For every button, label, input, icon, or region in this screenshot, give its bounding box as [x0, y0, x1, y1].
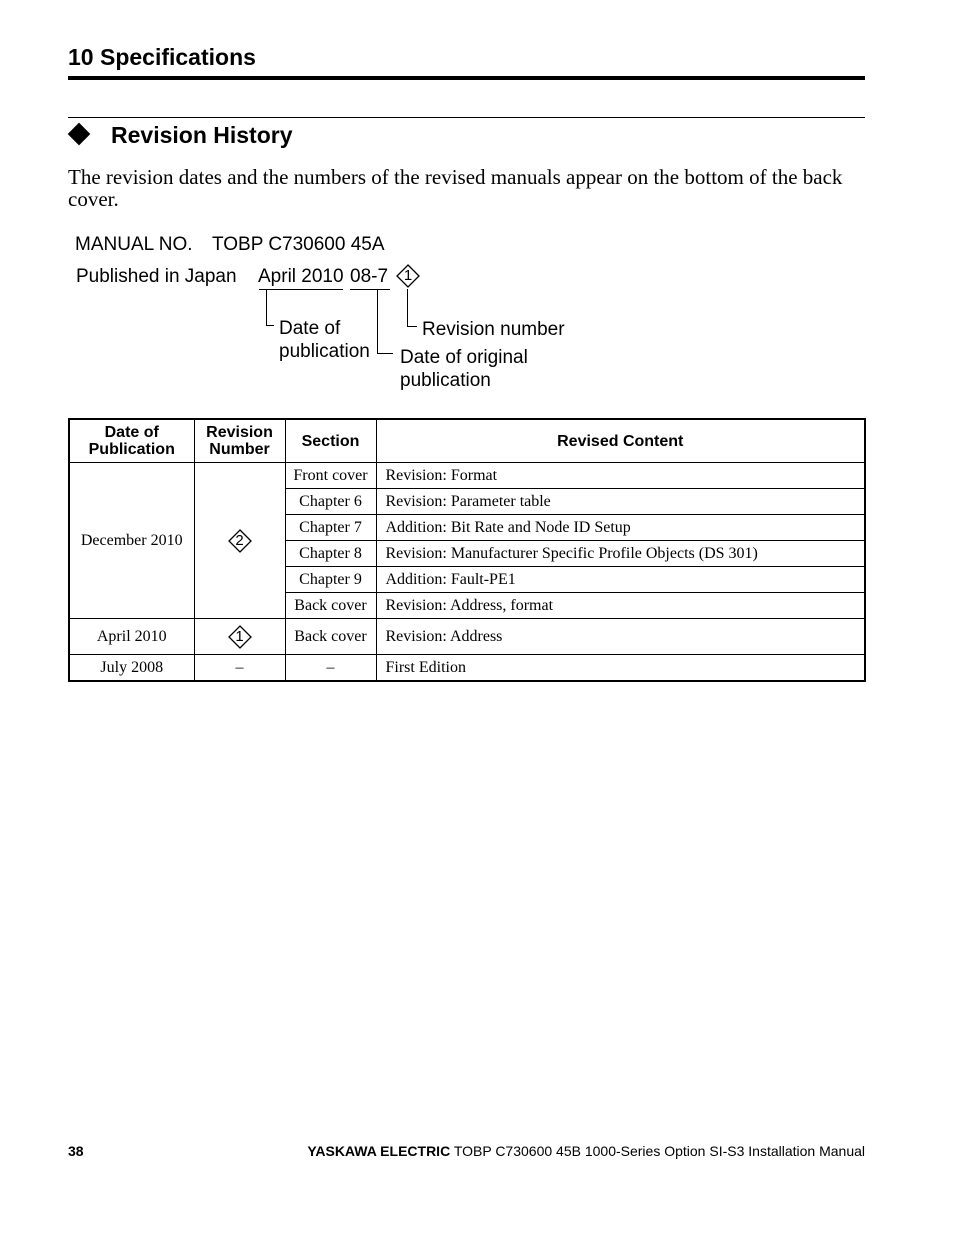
- footer-manual-title: [307, 1143, 865, 1159]
- manual-no-value: TOBP C730600 45A: [212, 234, 385, 255]
- label-original-1: Date of original: [400, 347, 528, 368]
- section-cell: Chapter 9: [285, 567, 376, 593]
- date-cell: April 2010: [69, 619, 194, 655]
- date-cell: December 2010: [69, 463, 194, 619]
- revision-cell: –: [194, 655, 285, 682]
- content-cell: First Edition: [376, 655, 865, 682]
- chapter-title: 10 Specifications: [68, 44, 256, 70]
- revision-cell: [194, 619, 285, 655]
- section-cell: Chapter 7: [285, 515, 376, 541]
- page-number: 38: [68, 1143, 84, 1159]
- content-cell: Addition: Bit Rate and Node ID Setup: [376, 515, 865, 541]
- table-header-row: [69, 419, 865, 463]
- table-row: [69, 463, 865, 489]
- section-title: Revision History: [111, 122, 293, 148]
- section-cell: Front cover: [285, 463, 376, 489]
- section-cell: Chapter 6: [285, 489, 376, 515]
- content-cell: Revision: Format: [376, 463, 865, 489]
- table-row: [69, 619, 865, 655]
- manual-no-label: MANUAL NO.: [75, 234, 193, 255]
- header-section: Section: [285, 419, 376, 463]
- section-cell: Chapter 8: [285, 541, 376, 567]
- header-date: Date of Publication: [69, 419, 194, 463]
- revision-diamond-icon: 1: [228, 625, 252, 649]
- revision-cell: [194, 463, 285, 619]
- label-revision-number: Revision number: [422, 319, 565, 340]
- revision-diamond-icon: [396, 264, 420, 288]
- revision-connector-tick: [407, 326, 417, 327]
- date-cell: July 2008: [69, 655, 194, 682]
- content-cell: Revision: Manufacturer Specific Profile Objects (DS 301): [376, 541, 865, 567]
- publication-date: April 2010: [258, 266, 344, 287]
- section-rule: [68, 117, 865, 118]
- revision-number-value: 1: [403, 267, 413, 284]
- diamond-bullet-icon: [68, 123, 91, 146]
- label-original-2: publication: [400, 370, 491, 391]
- revision-diamond-icon: 2: [228, 529, 252, 553]
- label-date-of-publication-2: publication: [279, 341, 370, 362]
- content-cell: Revision: Address, format: [376, 593, 865, 619]
- content-cell: Revision: Address: [376, 619, 865, 655]
- content-cell: Addition: Fault-PE1: [376, 567, 865, 593]
- intro-paragraph: The revision dates and the numbers of the revised manuals appear on the bottom of the back cover.: [68, 165, 843, 211]
- header-revision: Revision Number: [194, 419, 285, 463]
- section-cell: Back cover: [285, 619, 376, 655]
- footer-title-text: TOBP C730600 45B 1000-Series Option SI-S3 Installation Manual: [450, 1143, 865, 1159]
- label-date-of-publication-1: Date of: [279, 318, 341, 339]
- header-rule: [68, 76, 865, 80]
- section-cell: –: [285, 655, 376, 682]
- date-connector-tick: [266, 325, 274, 326]
- original-date-code: 08-7: [350, 266, 389, 287]
- header-content: Revised Content: [376, 419, 865, 463]
- code-underline: [350, 289, 390, 290]
- content-cell: Revision: Parameter table: [376, 489, 865, 515]
- revision-table: [68, 418, 866, 682]
- original-connector-tick: [377, 353, 393, 354]
- date-underline: [259, 289, 343, 290]
- footer-brand: YASKAWA ELECTRIC: [307, 1143, 451, 1159]
- date-connector: [266, 290, 267, 326]
- revision-connector: [407, 289, 408, 327]
- table-row: [69, 655, 865, 682]
- section-cell: Back cover: [285, 593, 376, 619]
- published-label: Published in Japan: [76, 266, 237, 287]
- original-connector: [377, 290, 378, 354]
